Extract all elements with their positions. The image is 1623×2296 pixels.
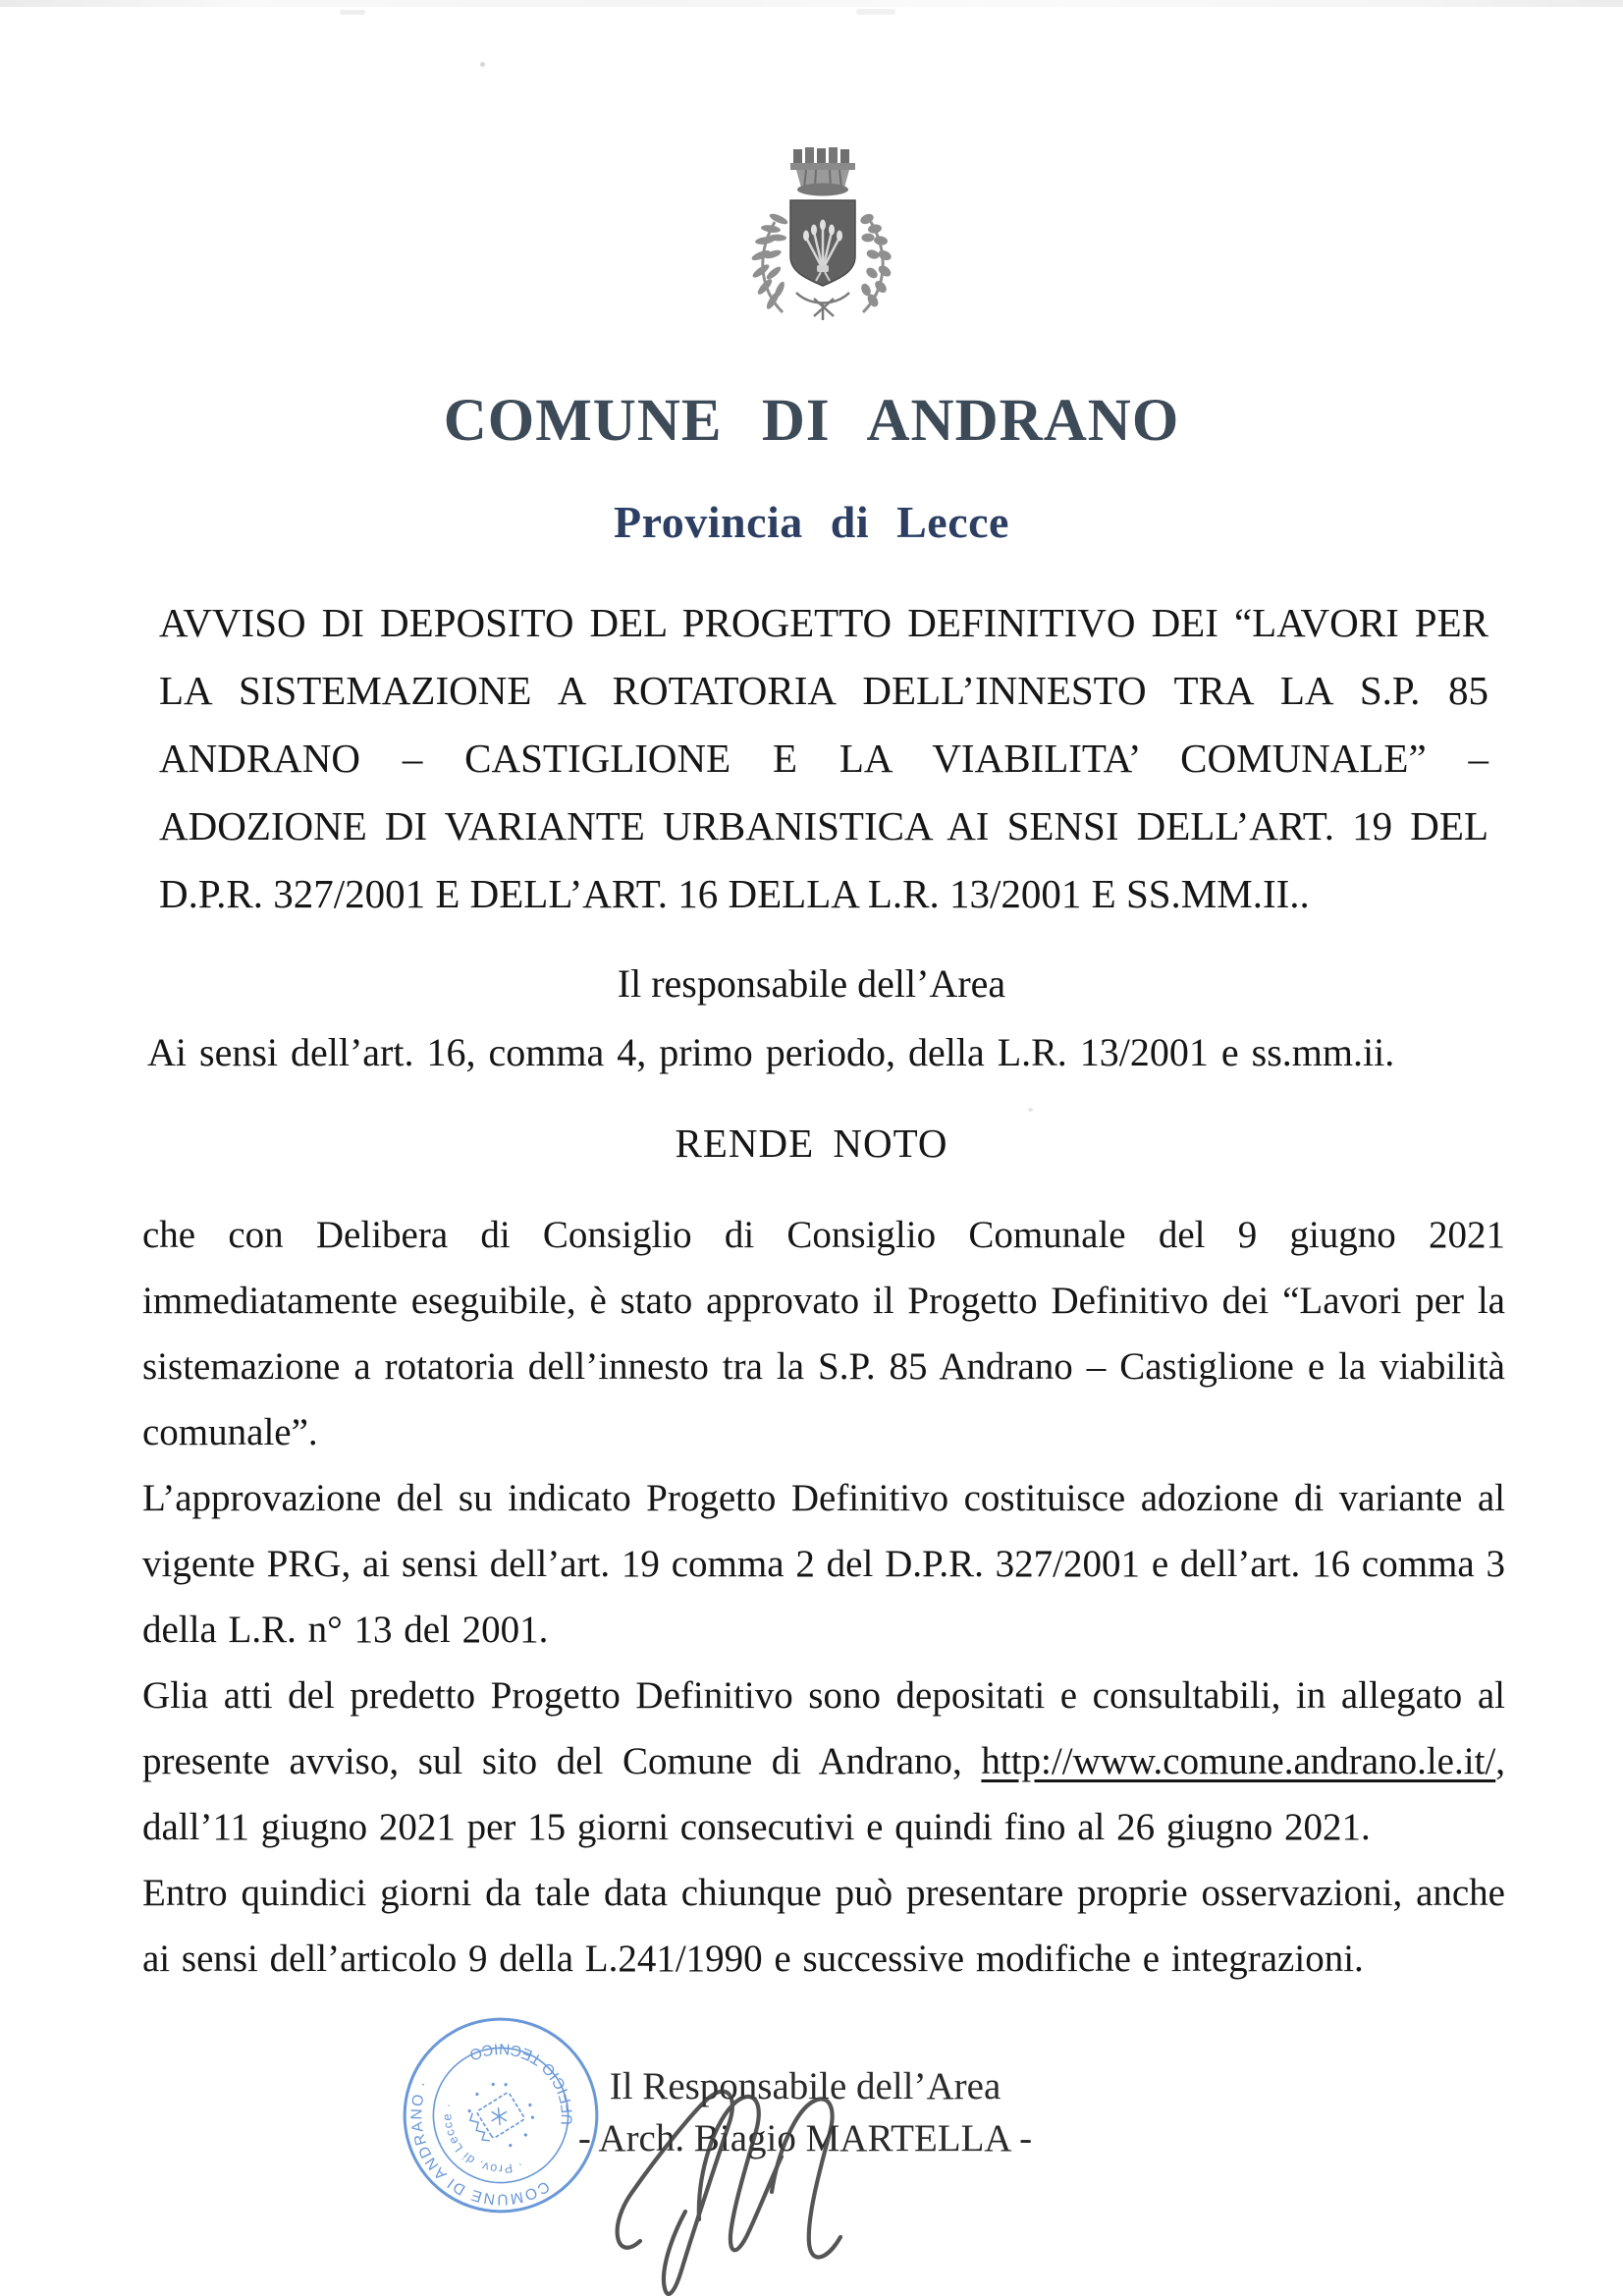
crown-icon xyxy=(790,147,855,196)
notice-title-line-2: LA SISTEMAZIONE A ROTATORIA DELL’INNESTO TRA LA S.P. 85 xyxy=(159,668,1488,713)
signature-role-line: Il Responsabile dell’Area xyxy=(609,2065,1001,2107)
signature-name-line: - Arch. Biagio MARTELLA - xyxy=(577,2117,1033,2159)
rende-noto-heading: RENDE NOTO xyxy=(675,1121,948,1166)
notice-title-line-3: ANDRANO – CASTIGLIONE E LA VIABILITA’ COMUNALE” – xyxy=(159,736,1488,781)
stamp-ring-text-top: COMUNE DI ANDRANO · xyxy=(408,2077,553,2208)
scan-speck xyxy=(856,9,895,15)
scan-speck xyxy=(1028,1108,1033,1112)
scan-speck xyxy=(480,62,485,67)
paragraph-3 xyxy=(142,1663,1505,1860)
shield-icon xyxy=(790,200,855,286)
scan-speck xyxy=(340,10,365,15)
stamp-inner-text: · Prov. di Lecce · xyxy=(440,2101,525,2176)
coat-of-arms-icon xyxy=(739,143,906,342)
notice-title-line-5: D.P.R. 327/2001 E DELL’ART. 16 DELLA L.R. 13/2001 E SS.MM.II.. xyxy=(159,871,1310,916)
notice-title-block xyxy=(159,589,1488,928)
handwritten-signature xyxy=(569,2062,884,2296)
scan-edge-artifact xyxy=(0,0,1623,7)
body-text-block xyxy=(142,1202,1505,1992)
oak-branch-icon xyxy=(859,212,893,312)
paragraph-3-text-before-link: Glia atti del predetto Progetto Definitivo sono depositati e consultabili, in allegato al presente avviso, sul sito del Comune di Andrano, xyxy=(142,1674,1505,1782)
legal-reference-line: Ai sensi dell’art. 16, comma 4, primo periodo, della L.R. 13/2001 e ss.mm.ii. xyxy=(147,1030,1395,1074)
comune-website-link[interactable]: http://www.comune.andrano.le.it/ xyxy=(981,1740,1496,1782)
notice-title-line-4: ADOZIONE DI VARIANTE URBANISTICA AI SENSI DELL’ART. 19 DEL xyxy=(159,803,1488,848)
province-subtitle: Provincia di Lecce xyxy=(614,497,1009,547)
paragraph-4: Entro quindici giorni da tale data chiunque può presentare proprie osservazioni, anche ai sensi dell’articolo 9 della L.241/1990 e successive modifiche e integrazioni. xyxy=(142,1872,1505,1980)
stamp-ring-text-bottom: · UFFICIO TECNICO xyxy=(465,2040,576,2139)
paragraph-2: L’approvazione del su indicato Progetto Definitivo costituisce adozione di variante al vigente PRG, ai sensi dell’art. 19 comma 2 del D.P.R. 327/2001 e dell’art. 16 comma 3 della L.R. n° 13 del 2001. xyxy=(142,1477,1505,1651)
municipality-title: COMUNE DI ANDRANO xyxy=(443,388,1180,454)
laurel-branch-icon xyxy=(750,212,788,312)
paragraph-1: che con Delibera di Consiglio di Consiglio Comunale del 9 giugno 2021 immediatamente eseguibile, è stato approvato il Progetto Definitivo dei “Lavori per la sistemazione a rotatoria dell’innesto tra la S.P. 85 Andrano – Castiglione e la viabilità comunale”. xyxy=(142,1214,1505,1453)
notice-title-line-1: AVVISO DI DEPOSITO DEL PROGETTO DEFINITIVO DEI “LAVORI PER xyxy=(159,600,1488,645)
paragraph-3-text-after-link: , dall’11 giugno 2021 per 15 giorni consecutivi e quindi fino al 26 giugno 2021. xyxy=(142,1740,1505,1848)
wreath-tie-icon xyxy=(796,293,849,320)
responsible-line: Il responsabile dell’Area xyxy=(617,961,1006,1006)
